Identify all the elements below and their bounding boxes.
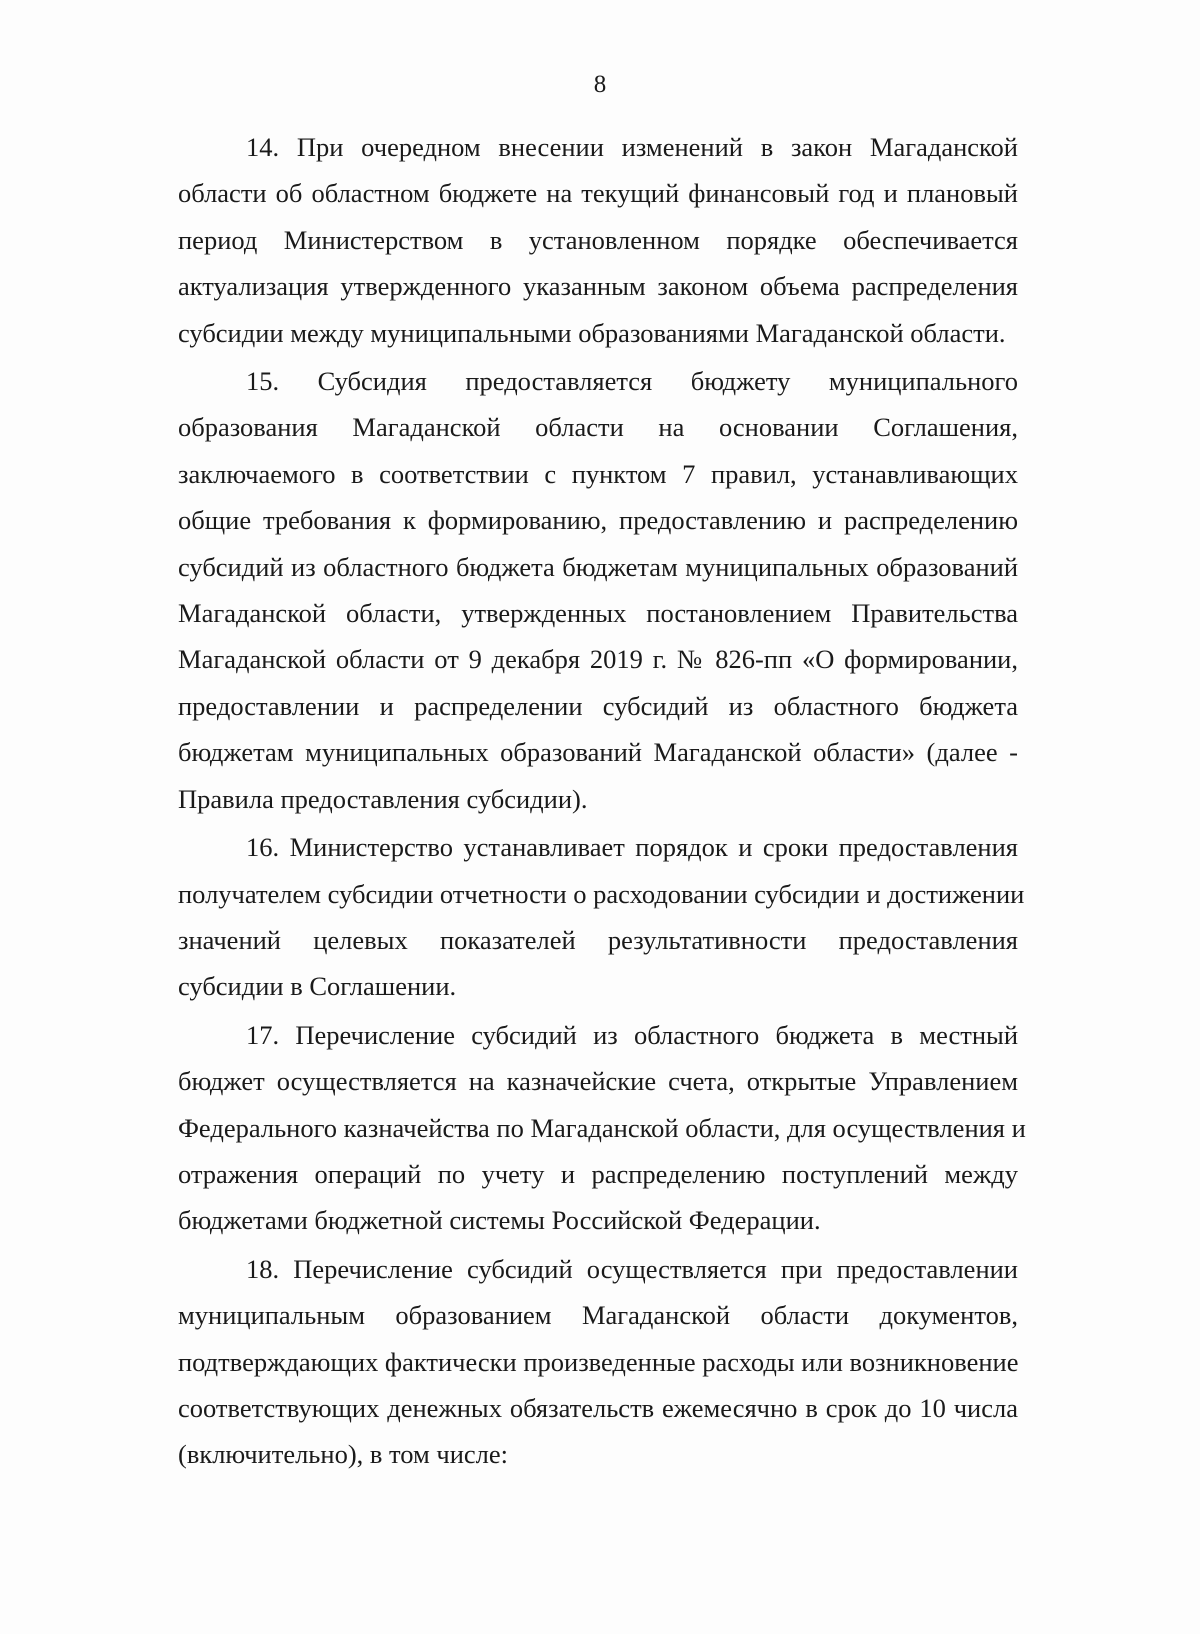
text-line: 14. При очередном внесении изменений в закон Магаданской xyxy=(246,132,1018,162)
paragraph-15 xyxy=(178,358,1018,822)
text-line: бюджетами бюджетной системы Российской Федерации. xyxy=(178,1205,821,1236)
page-number: 8 xyxy=(593,71,607,98)
document-body xyxy=(178,124,1026,1480)
text-line: 18. Перечисление субсидий осуществляется при предоставлении xyxy=(246,1253,1018,1284)
text-line: Федерального казначейства по Магаданской области, для осуществления и xyxy=(178,1112,1026,1143)
text-line: (включительно), в том числе: xyxy=(178,1439,509,1470)
text-line: значений целевых показателей результативности предоставления xyxy=(178,924,1018,955)
text-line: муниципальным образованием Магаданской области документов, xyxy=(178,1300,1018,1331)
text-line: области об областном бюджете на текущий финансовый год и плановый xyxy=(178,178,1018,209)
paragraph-14 xyxy=(178,124,1018,356)
text-line: подтверждающих фактически произведенные расходы или возникновение xyxy=(178,1346,1019,1377)
text-line: получателем субсидии отчетности о расходовании субсидии и достижении xyxy=(178,878,1025,909)
text-line: бюджет осуществляется на казначейские счета, открытые Управлением xyxy=(178,1066,1018,1097)
text-line: 16. Министерство устанавливает порядок и сроки предоставления xyxy=(246,832,1018,863)
text-line: предоставлении и распределении субсидий из областного бюджета xyxy=(178,690,1018,721)
text-line: Правила предоставления субсидии). xyxy=(178,783,588,814)
text-line: отражения операций по учету и распределению поступлений между xyxy=(178,1158,1018,1189)
text-line: субсидий из областного бюджета бюджетам муниципальных образований xyxy=(178,551,1018,582)
text-line: период Министерством в установленном порядке обеспечивается xyxy=(178,224,1018,255)
text-line: Магаданской области, утвержденных постановлением Правительства xyxy=(178,598,1018,629)
text-line: 17. Перечисление субсидий из областного бюджета в местный xyxy=(246,1019,1018,1050)
text-line: Магаданской области от 9 декабря 2019 г. № 826-пп «О формировании, xyxy=(178,644,1018,675)
text-line: 15. Субсидия предоставляется бюджету муниципального xyxy=(246,366,1018,397)
text-line: общие требования к формированию, предоставлению и распределению xyxy=(178,505,1018,536)
text-line: заключаемого в соответствии с пунктом 7 правил, устанавливающих xyxy=(178,458,1018,489)
text-line: образования Магаданской области на основании Соглашения, xyxy=(178,412,1018,443)
text-line: субсидии в Соглашении. xyxy=(178,971,457,1002)
paragraph-18 xyxy=(178,1246,1018,1478)
paragraph-17 xyxy=(178,1012,1026,1244)
text-line: соответствующих денежных обязательств ежемесячно в срок до 10 числа xyxy=(178,1392,1018,1423)
text-line: бюджетам муниципальных образований Магаданской области» (далее - xyxy=(178,737,1018,768)
text-line: актуализация утвержденного указанным законом объема распределения xyxy=(178,271,1018,302)
paragraph-16 xyxy=(178,824,1025,1010)
text-line: субсидии между муниципальными образованиями Магаданской области. xyxy=(178,317,1006,348)
